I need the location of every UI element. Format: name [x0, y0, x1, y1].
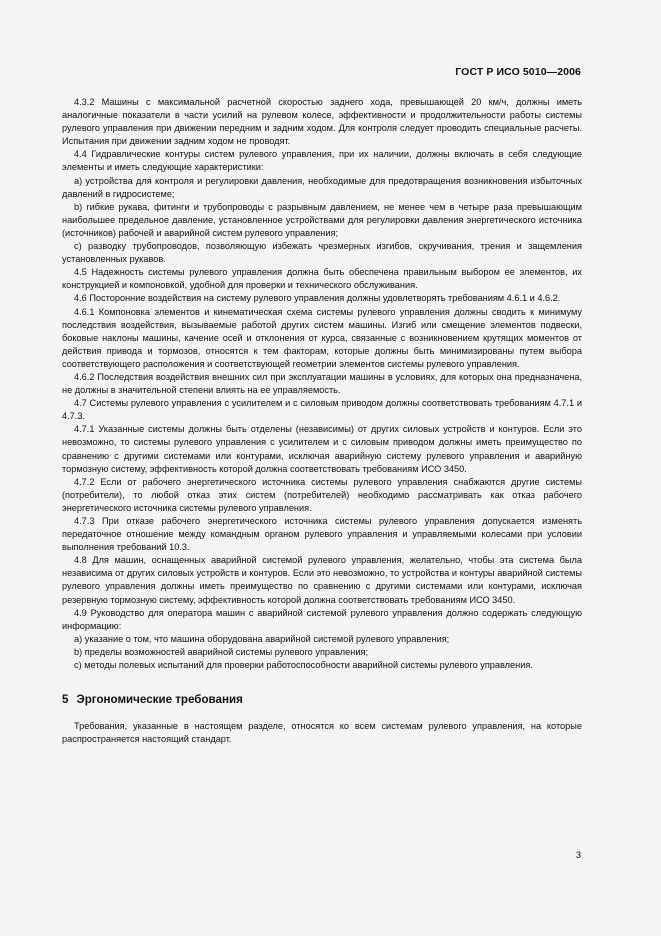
- paragraph: 4.7 Системы рулевого управления с усилителем и с силовым приводом должны соответствовать требованиям 4.7.1 и 4.7.3.: [62, 398, 582, 422]
- paragraph: 4.6 Посторонние воздействия на систему рулевого управления должны удовлетворять требованиям 4.6.1 и 4.6.2.: [74, 293, 561, 304]
- paragraph: 4.7.1 Указанные системы должны быть отделены (независимы) от других силовых устройств и контуров. Если это невозможно, то системы рулевого управления с усилителем и с силовым приводом должны иметь преимущество по сравнению с другими системами или контурами, исключая аварийную систему рулевого управления и аварийную тормозную систему, эффективность которой должна соответствовать требованиям ИСО 3450.: [62, 424, 582, 474]
- list-item: a) указание о том, что машина оборудована аварийной системой рулевого управления;: [74, 633, 450, 644]
- document-header: ГОСТ Р ИСО 5010—2006: [455, 66, 581, 78]
- paragraph: Требования, указанные в настоящем разделе, относятся ко всем системам рулевого управления, на которые распространяется настоящий стандарт.: [62, 721, 582, 745]
- list-item: c) методы полевых испытаний для проверки работоспособности аварийной системы рулевого управления.: [74, 660, 533, 671]
- paragraph: 4.4 Гидравлические контуры систем рулевого управления, при их наличии, должны включать в себя следующие элементы и иметь следующие характеристики:: [62, 149, 582, 173]
- paragraph: 4.8 Для машин, оснащенных аварийной системой рулевого управления, желательно, чтобы эта система была независима от других силовых устройств и контуров. Если это невозможно, то устройства и контуры аварийной системы рулевого управления должны иметь преимущество по сравнению с другими системами или контурами, исключая резервную тормозную систему, эффективность которой должна соответствовать требованиям ИСО 3450.: [62, 555, 582, 605]
- list-item: a) устройства для контроля и регулировки давления, необходимые для предотвращения возникновения избыточных давлений в гидросистеме;: [62, 175, 582, 199]
- list-item: b) гибкие рукава, фитинги и трубопроводы с разрывным давлением, не менее чем в четыре раза превышающим наибольшее предельное давление, установленное устройствами для регулировки давления энергетического источника (источников) рабочей и аварийной систем рулевого управления;: [62, 201, 582, 238]
- paragraph: 4.5 Надежность системы рулевого управления должна быть обеспечена правильным выбором ее элементов, их конструкцией и компоновкой, удобной для проверки и технического обслуживания.: [62, 267, 582, 291]
- list-item: b) пределы возможностей аварийной системы рулевого управления;: [74, 646, 369, 657]
- paragraph: 4.3.2 Машины с максимальной расчетной скоростью заднего хода, превышающей 20 км/ч, должны иметь аналогичные показатели в части усилий на рулевом колесе, эффективности и продолжительности работы системы рулевого управления при движении передним и задним ходом. Для контроля следует проводить специальные расчеты. Испытания при движении задним ходом не проводят.: [62, 97, 582, 147]
- list-item: c) разводку трубопроводов, позволяющую избежать чрезмерных изгибов, скручивания, трения и защемления установленных рукавов.: [62, 241, 582, 265]
- paragraph: 4.9 Руководство для оператора машин с аварийной системой рулевого управления должно содержать следующую информацию:: [62, 607, 582, 631]
- paragraph: 4.7.3 При отказе рабочего энергетического источника системы рулевого управления допускается изменять передаточное отношение между командным органом рулевого управления и управляемыми колесами при условии выполнения требований 10.3.: [62, 516, 582, 553]
- paragraph: 4.7.2 Если от рабочего энергетического источника системы рулевого управления снабжаются другие системы (потребители), то любой отказ этих систем (потребителей) необходимо рассматривать как отказ рабочего энергетического источника системы рулевого управления.: [62, 476, 582, 513]
- section-number: 5: [62, 693, 69, 707]
- paragraph: 4.6.1 Компоновка элементов и кинематическая схема системы рулевого управления должны сводить к минимуму последствия воздействия, вызываемые работой других систем машины. Изгиб или смещение элементов подвески, боковые наклоны машины, качение осей и отклонения от курса, связанные с возникновением крутящих моментов от действия привода и тормозов, относятся к тем факторам, которые должны быть минимизированы путем выбора соответствующего расположения и соответствующей геометрии элементов системы рулевого управления.: [62, 306, 582, 369]
- section-title: Эргономические требования: [76, 693, 243, 707]
- section-heading: [62, 693, 582, 706]
- page-number: 3: [575, 850, 581, 860]
- paragraph: 4.6.2 Последствия воздействия внешних сил при эксплуатации машины в условиях, для которых она предназначена, не должны в значительной степени влиять на ее управляемость.: [62, 371, 582, 396]
- document-body: [62, 96, 582, 746]
